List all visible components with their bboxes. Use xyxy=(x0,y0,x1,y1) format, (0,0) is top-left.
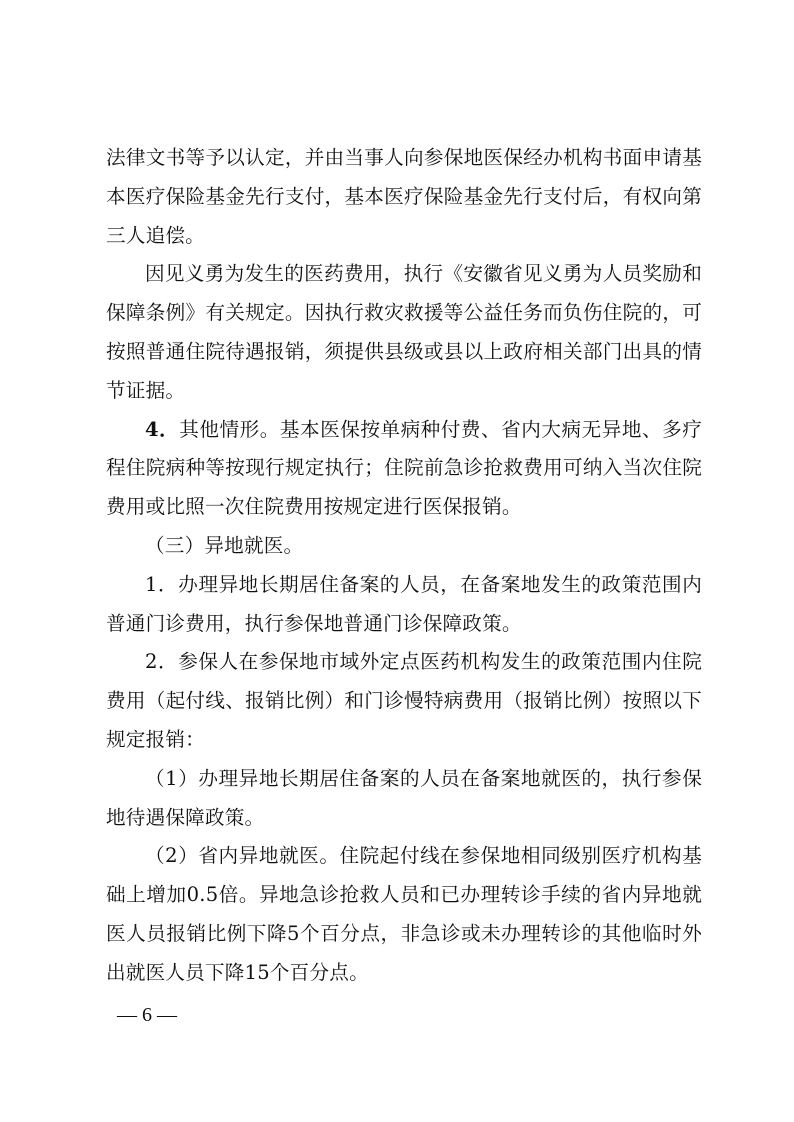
section-heading-3: （三）异地就医。 xyxy=(145,533,304,557)
paragraph-6: 2．参保人在参保地市域外定点医药机构发生的政策范围内住院费用（起付线、报销比例）和门诊慢特病费用（报销比例）按照以下规定报销： xyxy=(106,650,702,751)
paragraph-5: 1．办理异地长期居住备案的人员，在备案地发生的政策范围内普通门诊费用，执行参保地普通门诊保障政策。 xyxy=(106,572,702,635)
paragraph-1: 法律文书等予以认定，并由当事人向参保地医保经办机构书面申请基本医疗保险基金先行支付，基本医疗保险基金先行支付后，有权向第三人追偿。 xyxy=(106,146,702,247)
paragraph-8: （2）省内异地就医。住院起付线在参保地相同级别医疗机构基础上增加0.5倍。异地急诊抢救人员和已办理转诊手续的省内异地就医人员报销比例下降5个百分点，非急诊或未办理转诊的其他临时外出就医人员下降15个百分点。 xyxy=(106,844,702,984)
document-body xyxy=(106,139,702,993)
page-number: — 6 — xyxy=(117,1004,177,1026)
paragraph-7: （1）办理异地长期居住备案的人员在备案地就医的，执行参保地待遇保障政策。 xyxy=(106,766,702,829)
paragraph-2: 因见义勇为发生的医药费用，执行《安徽省见义勇为人员奖励和保障条例》有关规定。因执行救灾救援等公益任务而负伤住院的，可按照普通住院待遇报销，须提供县级或县以上政府相关部门出具的情节证据。 xyxy=(106,262,702,402)
item-number-4: 4． xyxy=(145,417,180,441)
paragraph-3-text: 其他情形。基本医保按单病种付费、省内大病无异地、多疗程住院病种等按现行规定执行；住院前急诊抢救费用可纳入当次住院费用或比照一次住院费用按规定进行医保报销。 xyxy=(106,417,702,519)
paragraph-3 xyxy=(106,411,702,527)
